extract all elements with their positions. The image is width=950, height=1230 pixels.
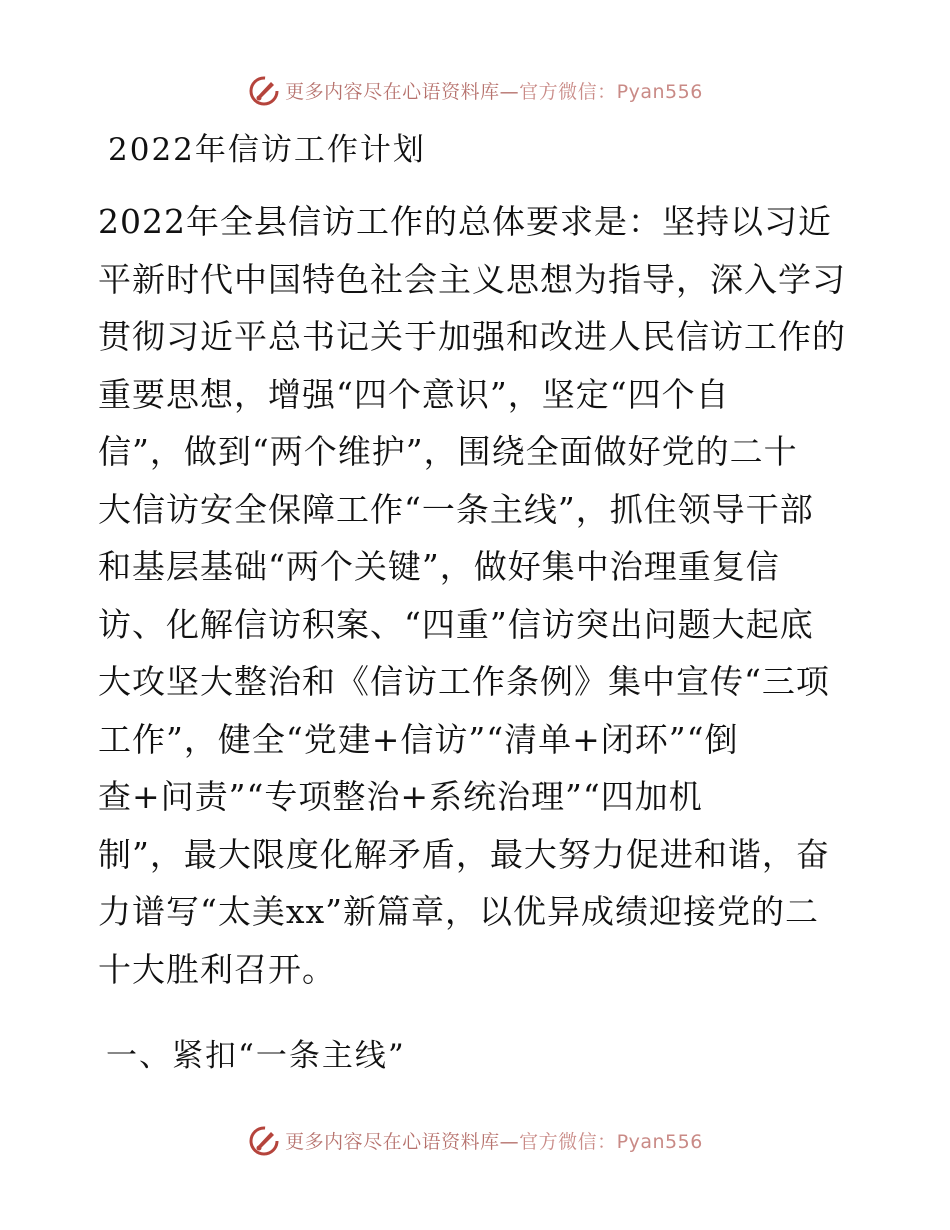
paragraph-line: 十大胜利召开。 xyxy=(98,949,336,989)
paragraph-line: 大攻坚大整治和《信访工作条例》集中宣传“三项 xyxy=(98,662,830,701)
watermark-header xyxy=(0,70,950,110)
paragraph-line: 工作”，健全“党建+信访”“清单+闭环”“倒 xyxy=(98,719,739,759)
paragraph-line: 查+问责”“专项整治+系统治理”“四加机 xyxy=(98,777,703,816)
paragraph-line: 大信访安全保障工作“一条主线”，抓住领导干部 xyxy=(98,489,814,529)
document-paragraph xyxy=(98,193,858,998)
document-title: 2022年信访工作计划 xyxy=(108,132,426,168)
paragraph-line: 和基层基础“两个关键”，做好集中治理重复信 xyxy=(98,547,780,586)
watermark-footer xyxy=(0,1120,950,1160)
paragraph-line: 平新时代中国特色社会主义思想为指导，深入学习 xyxy=(98,259,846,299)
ink-brush-logo-icon xyxy=(247,73,281,107)
paragraph-line: 力谱写“太美xx”新篇章，以优异成绩迎接党的二 xyxy=(98,892,819,931)
paragraph-line: 信”，做到“两个维护”，围绕全面做好党的二十 xyxy=(98,432,798,471)
paragraph-line: 制”，最大限度化解矛盾，最大努力促进和谐，奋 xyxy=(98,834,830,874)
paragraph-line: 访、化解信访积案、“四重”信访突出问题大起底 xyxy=(98,604,814,644)
paragraph-line: 2022年全县信访工作的总体要求是：坚持以习近 xyxy=(98,202,832,241)
ink-brush-logo-icon xyxy=(247,1123,281,1157)
paragraph-line: 重要思想，增强“四个意识”，坚定“四个自 xyxy=(98,374,730,414)
watermark-text: 更多内容尽在心语资料库—官方微信：Pyan556 xyxy=(285,80,703,103)
section-heading: 一、紧扣“一条主线” xyxy=(106,1038,406,1074)
paragraph-line: 贯彻习近平总书记关于加强和改进人民信访工作的 xyxy=(98,317,846,356)
watermark-text: 更多内容尽在心语资料库—官方微信：Pyan556 xyxy=(285,1130,703,1153)
